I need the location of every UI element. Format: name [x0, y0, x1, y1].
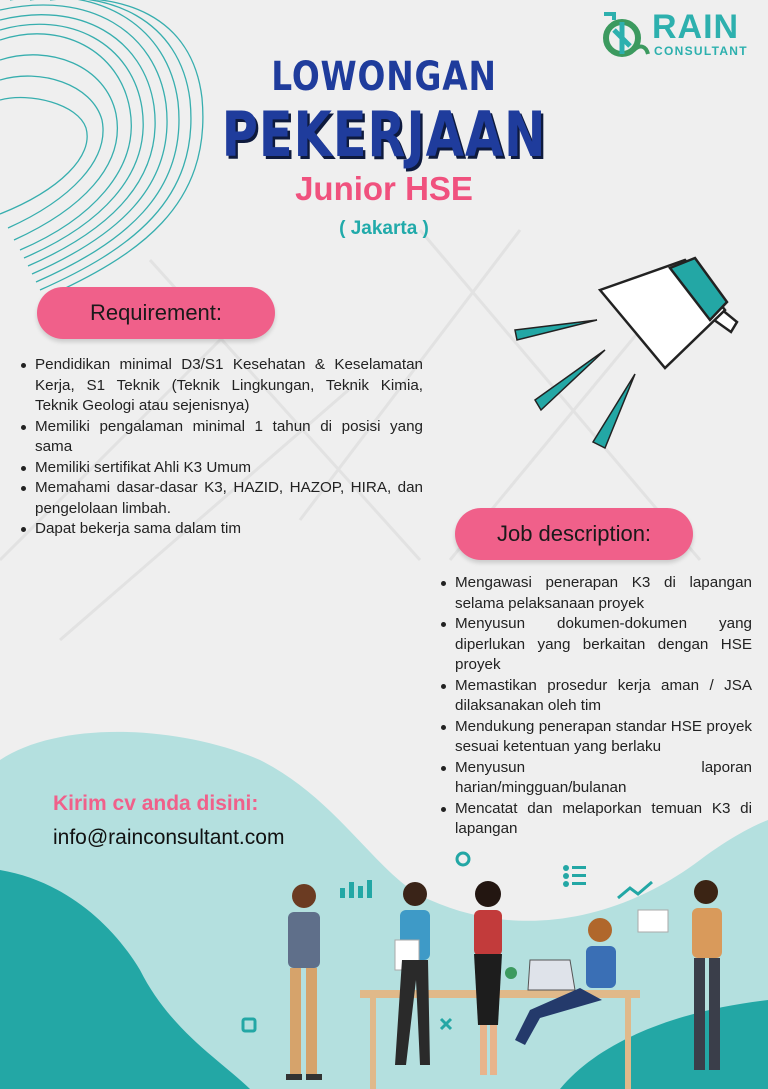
list-icon: [563, 865, 586, 887]
job-title: Junior HSE: [295, 170, 473, 207]
list-item: Mengawasi penerapan K3 di lapangan selama pelaksanaan proyek: [440, 573, 752, 614]
headline-line2: PEKERJAAN: [221, 98, 547, 171]
contact-label: Kirim cv anda disini:: [53, 792, 259, 815]
logo-tagline: CONSULTANT: [654, 44, 748, 58]
team-illustration: [230, 850, 768, 1089]
trend-line-icon: [618, 882, 652, 898]
bar-chart-icon: [340, 880, 372, 898]
headline-line1: LOWONGAN: [271, 54, 497, 100]
logo-wordmark: RAIN: [652, 8, 740, 46]
contact-email[interactable]: info@rainconsultant.com: [53, 826, 285, 849]
list-item: Pendidikan minimal D3/S1 Kesehatan & Keselamatan Kerja, S1 Teknik (Teknik Lingkungan, Teknik Kimia, Teknik Geologi atau sejenisnya): [20, 355, 423, 417]
brand-logo: [600, 8, 760, 60]
list-item: Memiliki sertifikat Ahli K3 Umum: [20, 458, 423, 479]
list-item: Memahami dasar-dasar K3, HAZID, HAZOP, HIRA, dan pengelolaan limbah.: [20, 478, 423, 519]
job-description-heading: Job description:: [455, 508, 693, 560]
list-item: Memastikan prosedur kerja aman / JSA dilaksanakan oleh tim: [440, 676, 752, 717]
list-item: Menyusun laporan harian/mingguan/bulanan: [440, 758, 752, 799]
list-item: Mencatat dan melaporkan temuan K3 di lapangan: [440, 799, 752, 840]
list-item: Dapat bekerja sama dalam tim: [20, 519, 423, 540]
megaphone-icon: [505, 250, 750, 460]
list-item: Memiliki pengalaman minimal 1 tahun di posisi yang sama: [20, 417, 423, 458]
logo-mark-icon: [600, 10, 650, 60]
job-location: ( Jakarta ): [339, 218, 429, 239]
requirement-list: [20, 355, 423, 540]
list-item: Menyusun dokumen-dokumen yang diperlukan yang berkaitan dengan HSE proyek: [440, 614, 752, 676]
list-item: Mendukung penerapan standar HSE proyek sesuai ketentuan yang berlaku: [440, 717, 752, 758]
requirement-heading: Requirement:: [37, 287, 275, 339]
job-description-list: [440, 573, 752, 840]
